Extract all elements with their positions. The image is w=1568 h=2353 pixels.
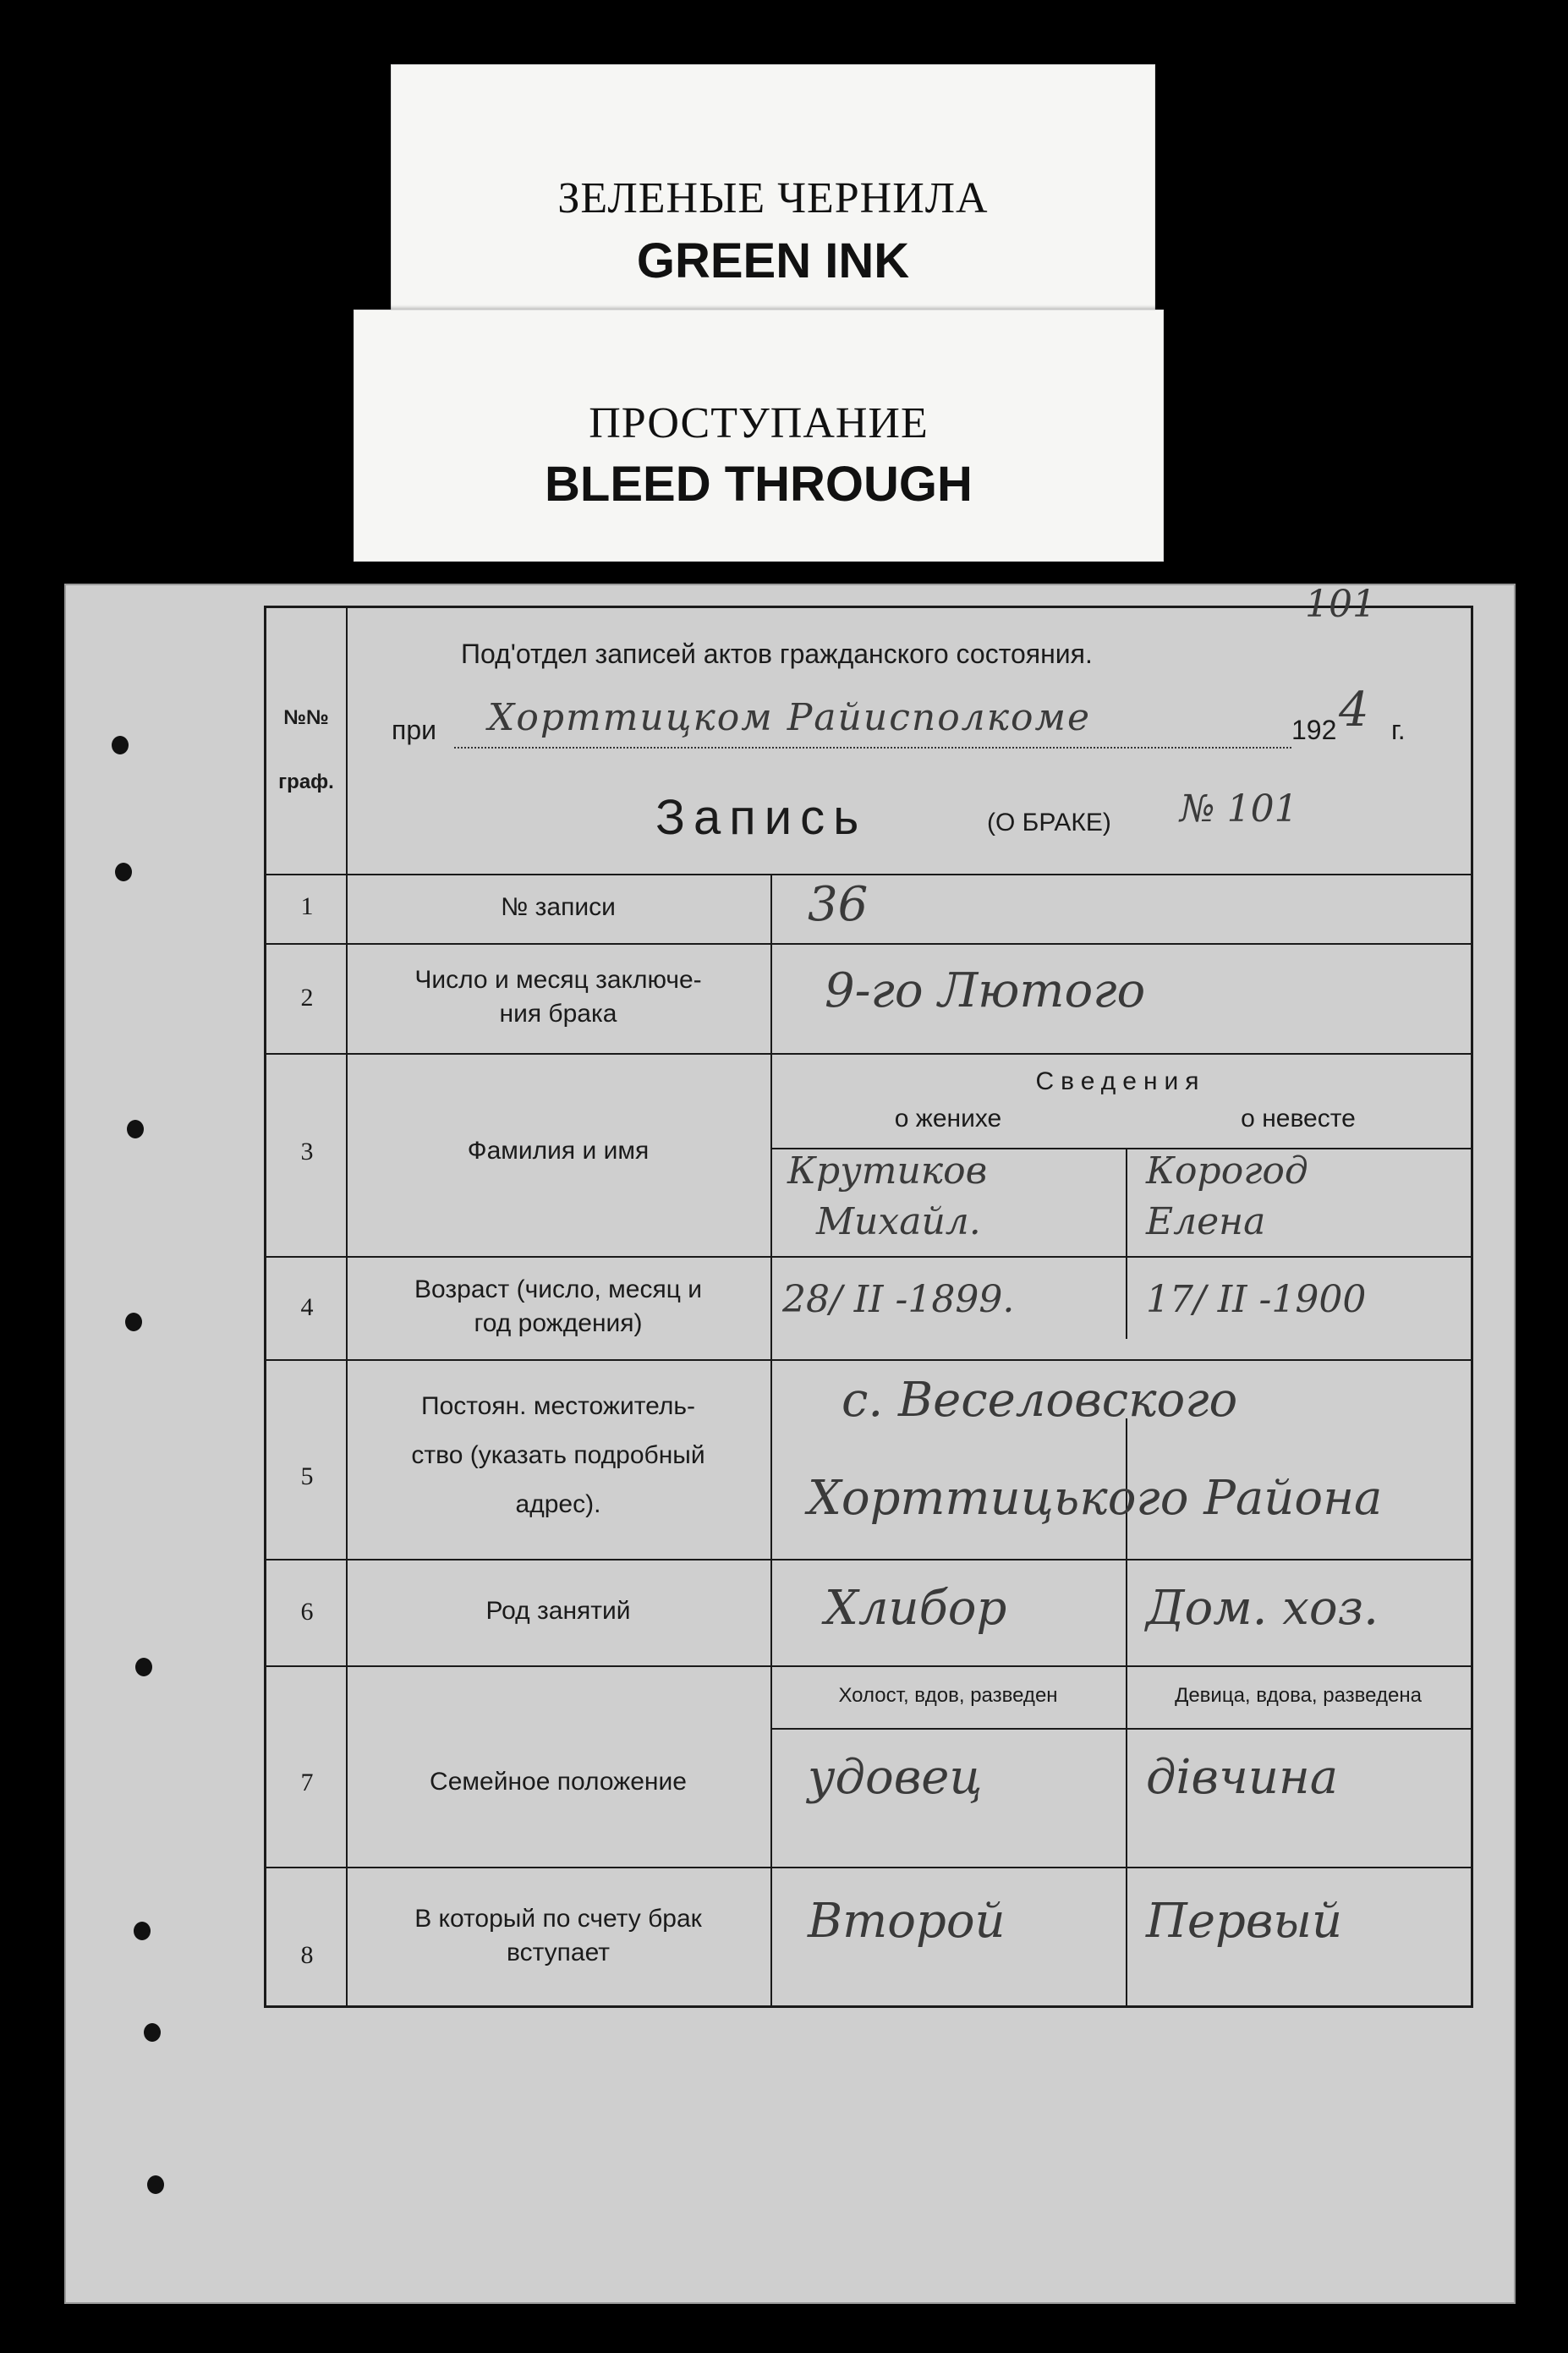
groom-status-options: Холост, вдов, разведен <box>838 1684 1058 1707</box>
bleed-through-label-ru: ПРОСТУПАНИЕ <box>589 399 929 447</box>
binder-hole <box>115 863 132 881</box>
green-ink-label-ru: ЗЕЛЕНЫЕ ЧЕРНИЛА <box>557 174 989 222</box>
office-title: Под'отдел записей актов гражданского состояния. <box>461 639 1093 669</box>
residence-village: с. Веселовского <box>842 1373 1238 1428</box>
binder-hole <box>112 736 129 754</box>
row-5-label-line2: ство (указать подробный <box>411 1441 705 1469</box>
bride-marriage-count: Первый <box>1146 1894 1343 1949</box>
marriage-record-form <box>264 583 1473 2008</box>
green-ink-label-en: GREEN INK <box>636 233 910 288</box>
row-3-number: 3 <box>300 1138 314 1166</box>
binder-hole <box>147 2175 164 2194</box>
green-ink-label <box>391 64 1155 328</box>
row-8-label-line1: В который по счету брак <box>414 1905 702 1933</box>
row-1-label: № записи <box>501 893 616 921</box>
row-3-label: Фамилия и имя <box>467 1137 650 1165</box>
bride-surname: Корогод <box>1146 1149 1308 1193</box>
bleed-through-label-en: BLEED THROUGH <box>545 457 973 512</box>
bride-occupation: Дом. хоз. <box>1146 1581 1379 1636</box>
year-prefix: 192 <box>1291 715 1337 745</box>
row-6-number: 6 <box>300 1598 314 1626</box>
groom-header: о женихе <box>894 1105 1002 1133</box>
row-4-label-line1: Возраст (число, месяц и <box>414 1275 702 1303</box>
year-digit-handwritten: 4 <box>1339 683 1369 738</box>
bride-birth-date: 17/ II -1900 <box>1146 1278 1367 1321</box>
groom-name: Михайл. <box>816 1200 981 1243</box>
bride-marital-status: дівчина <box>1146 1750 1339 1805</box>
groom-occupation: Хлибор <box>825 1581 1007 1636</box>
marriage-date-value: 9-го Лютого <box>825 963 1146 1018</box>
row-8-label-line2: вступает <box>506 1939 611 1966</box>
groom-birth-date: 28/ II -1899. <box>782 1278 1015 1321</box>
year-suffix: г. <box>1391 715 1406 745</box>
row-5-label-line3: адрес). <box>515 1490 601 1518</box>
bride-status-options: Девица, вдова, разведена <box>1175 1684 1422 1707</box>
row-5-label-line1: Постоян. местожитель- <box>421 1392 695 1420</box>
bride-header: о невесте <box>1241 1105 1356 1133</box>
pri-value-handwritten: Хорттицком Райисполкоме <box>488 696 1091 739</box>
record-number-handwritten: № 101 <box>1180 787 1298 831</box>
row-4-number: 4 <box>300 1293 314 1321</box>
column-graf-header: граф. <box>278 771 334 793</box>
row-4-label-line2: год рождения) <box>474 1309 643 1337</box>
bride-name: Елена <box>1146 1200 1266 1243</box>
groom-marital-status: удовец <box>808 1750 983 1805</box>
binder-hole <box>134 1922 151 1940</box>
info-header: Сведения <box>1035 1067 1206 1095</box>
corner-record-number: 101 <box>1305 583 1376 626</box>
row-6-label: Род занятий <box>485 1597 631 1625</box>
binder-hole <box>125 1313 142 1331</box>
row-2-label-line2: ния брака <box>499 1000 617 1028</box>
row-7-number: 7 <box>300 1769 314 1796</box>
row-1-number: 1 <box>300 892 314 920</box>
binder-hole <box>127 1120 144 1138</box>
pri-label: при <box>392 715 436 745</box>
groom-marriage-count: Второй <box>808 1894 1006 1949</box>
bleed-through-label <box>354 310 1164 562</box>
groom-surname: Крутиков <box>787 1149 988 1193</box>
binder-hole <box>144 2023 161 2042</box>
row-7-label: Семейное положение <box>430 1768 687 1796</box>
row-2-number: 2 <box>300 984 314 1012</box>
column-number-header: №№ <box>283 706 329 729</box>
record-number-value: 36 <box>808 877 869 932</box>
row-2-label-line1: Число и месяц заключе- <box>414 966 702 994</box>
record-title: Запись <box>655 790 868 845</box>
record-type: (О БРАКЕ) <box>987 809 1111 836</box>
row-8-number: 8 <box>300 1941 314 1969</box>
residence-district: Хорттицького Района <box>808 1471 1383 1526</box>
binder-hole <box>135 1658 152 1676</box>
row-5-number: 5 <box>300 1462 314 1490</box>
